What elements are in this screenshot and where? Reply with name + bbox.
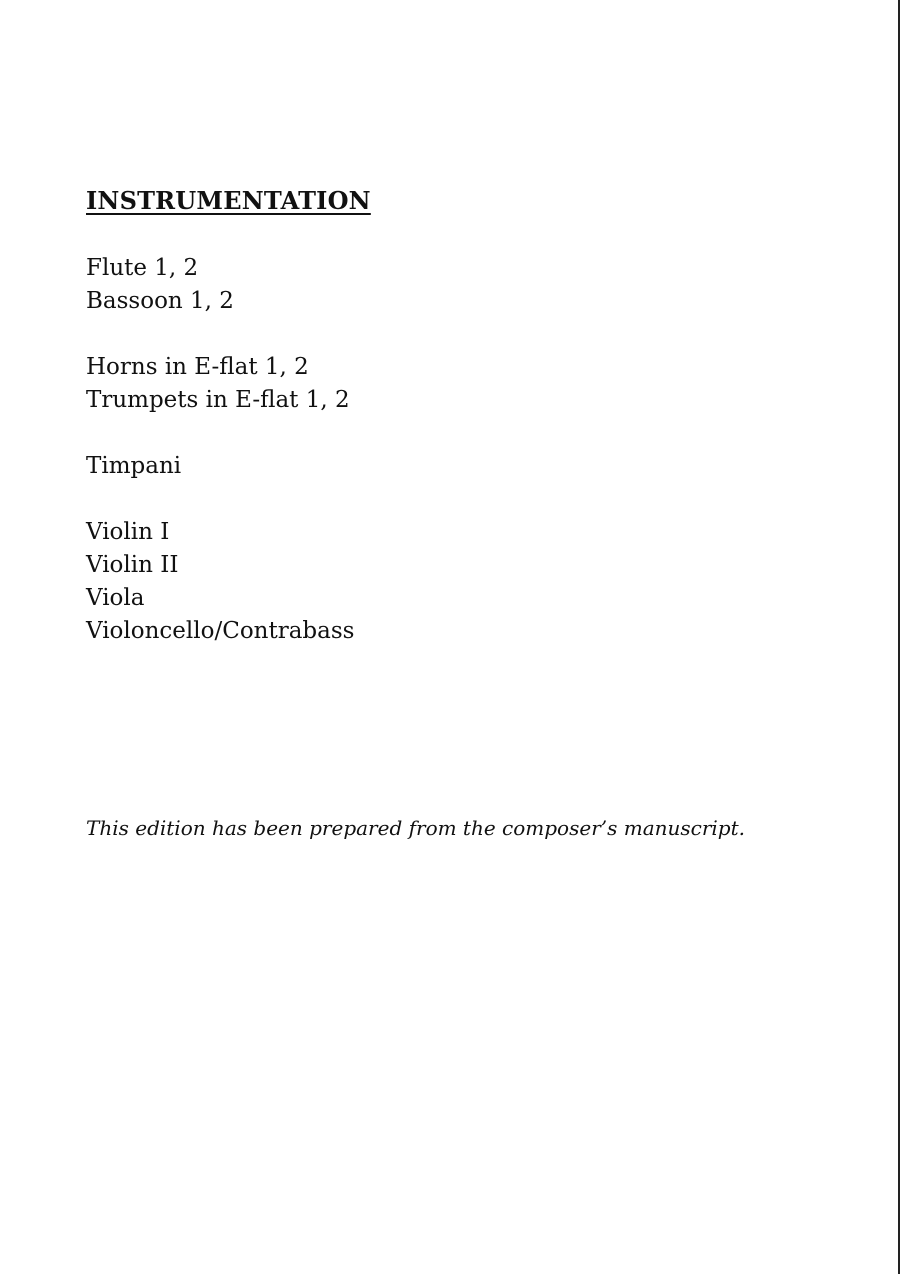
instrument-item: Violin II	[86, 552, 179, 578]
instrument-item: Flute 1, 2	[86, 255, 199, 281]
instrument-item: Timpani	[86, 453, 182, 479]
instrument-item: Viola	[86, 585, 145, 611]
instrument-item: Trumpets in E-flat 1, 2	[86, 387, 350, 413]
instrument-item: Bassoon 1, 2	[86, 288, 234, 314]
instrumentation-heading: INSTRUMENTATION	[86, 186, 371, 215]
instrument-item: Violin I	[86, 519, 170, 545]
percussion-group	[86, 450, 354, 483]
instrument-item: Violoncello/Contrabass	[86, 618, 355, 644]
instrument-list	[86, 252, 354, 681]
instrument-item: Horns in E-flat 1, 2	[86, 354, 309, 380]
woodwinds-group	[86, 252, 354, 318]
strings-group	[86, 516, 354, 648]
edition-note: This edition has been prepared from the composer’s manuscript.	[86, 816, 746, 840]
brass-group	[86, 351, 354, 417]
